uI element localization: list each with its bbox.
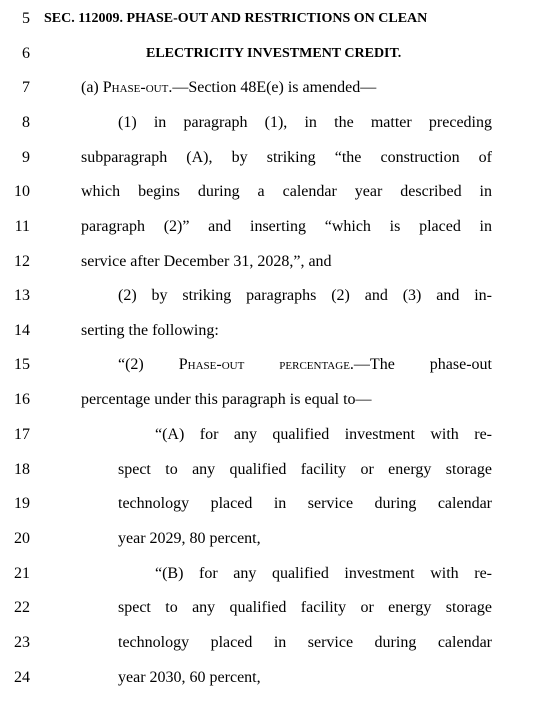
line-text: subparagraph (A), by striking “the construction of bbox=[81, 149, 492, 166]
line-number: 5 bbox=[22, 10, 30, 27]
line-number: 6 bbox=[22, 45, 30, 62]
line-text: spect to any qualified facility or energy storage bbox=[118, 599, 492, 616]
line-number: 23 bbox=[14, 634, 30, 651]
line-text: percentage under this paragraph is equal to— bbox=[81, 391, 372, 408]
paragraph-prefix: “(2) bbox=[118, 356, 179, 373]
line-22 bbox=[0, 593, 536, 623]
line-number: 15 bbox=[14, 356, 30, 373]
line-17 bbox=[0, 420, 536, 450]
line-text: serting the following: bbox=[81, 322, 219, 339]
subsection-a bbox=[81, 73, 376, 103]
line-7 bbox=[0, 73, 536, 103]
line-number: 13 bbox=[14, 287, 30, 304]
line-text: (2) by striking paragraphs (2) and (3) and in- bbox=[118, 287, 492, 304]
line-8 bbox=[0, 108, 536, 138]
line-number: 17 bbox=[14, 426, 30, 443]
line-number: 20 bbox=[14, 530, 30, 547]
line-text: which begins during a calendar year described in bbox=[81, 183, 492, 200]
subsection-heading: Phase-out. bbox=[102, 79, 173, 96]
line-number: 12 bbox=[14, 253, 30, 270]
paragraph-2-heading-line bbox=[118, 350, 492, 380]
line-24 bbox=[0, 663, 536, 693]
line-number: 7 bbox=[22, 79, 30, 96]
line-text: technology placed in service during calendar bbox=[118, 634, 492, 651]
line-number: 14 bbox=[14, 322, 30, 339]
line-text: “(A) for any qualified investment with re- bbox=[155, 426, 492, 443]
section-heading-cont: ELECTRICITY INVESTMENT CREDIT. bbox=[146, 46, 402, 61]
line-text: technology placed in service during calendar bbox=[118, 495, 492, 512]
line-19 bbox=[0, 489, 536, 519]
line-10 bbox=[0, 177, 536, 207]
line-15 bbox=[0, 350, 536, 380]
line-12 bbox=[0, 247, 536, 277]
line-5 bbox=[0, 4, 536, 34]
line-13 bbox=[0, 281, 536, 311]
line-text: year 2030, 60 percent, bbox=[118, 669, 261, 686]
subsection-prefix: (a) bbox=[81, 79, 103, 96]
line-23 bbox=[0, 628, 536, 658]
line-21 bbox=[0, 559, 536, 589]
line-number: 18 bbox=[14, 461, 30, 478]
line-text: spect to any qualified facility or energy storage bbox=[118, 461, 492, 478]
line-number: 19 bbox=[14, 495, 30, 512]
line-9 bbox=[0, 143, 536, 173]
line-20 bbox=[0, 524, 536, 554]
line-number: 16 bbox=[14, 391, 30, 408]
paragraph-text: —The phase-out bbox=[353, 356, 492, 373]
section-heading: SEC. 112009. PHASE-OUT AND RESTRICTIONS ON CLEAN bbox=[44, 11, 428, 26]
line-text: “(B) for any qualified investment with re- bbox=[155, 565, 492, 582]
paragraph-heading: Phase-out percentage. bbox=[178, 356, 354, 373]
line-11 bbox=[0, 212, 536, 242]
line-text: year 2029, 80 percent, bbox=[118, 530, 261, 547]
line-14 bbox=[0, 316, 536, 346]
line-number: 24 bbox=[14, 669, 30, 686]
line-number: 11 bbox=[14, 218, 30, 235]
line-number: 10 bbox=[14, 183, 30, 200]
line-16 bbox=[0, 385, 536, 415]
line-number: 8 bbox=[22, 114, 30, 131]
line-number: 9 bbox=[22, 149, 30, 166]
line-18 bbox=[0, 455, 536, 485]
subsection-text: —Section 48E(e) is amended— bbox=[172, 79, 377, 96]
line-number: 22 bbox=[14, 599, 30, 616]
line-text: service after December 31, 2028,”, and bbox=[81, 253, 332, 270]
line-6 bbox=[0, 39, 536, 69]
line-text: paragraph (2)” and inserting “which is placed in bbox=[81, 218, 492, 235]
line-text: (1) in paragraph (1), in the matter preceding bbox=[118, 114, 492, 131]
line-number: 21 bbox=[14, 565, 30, 582]
